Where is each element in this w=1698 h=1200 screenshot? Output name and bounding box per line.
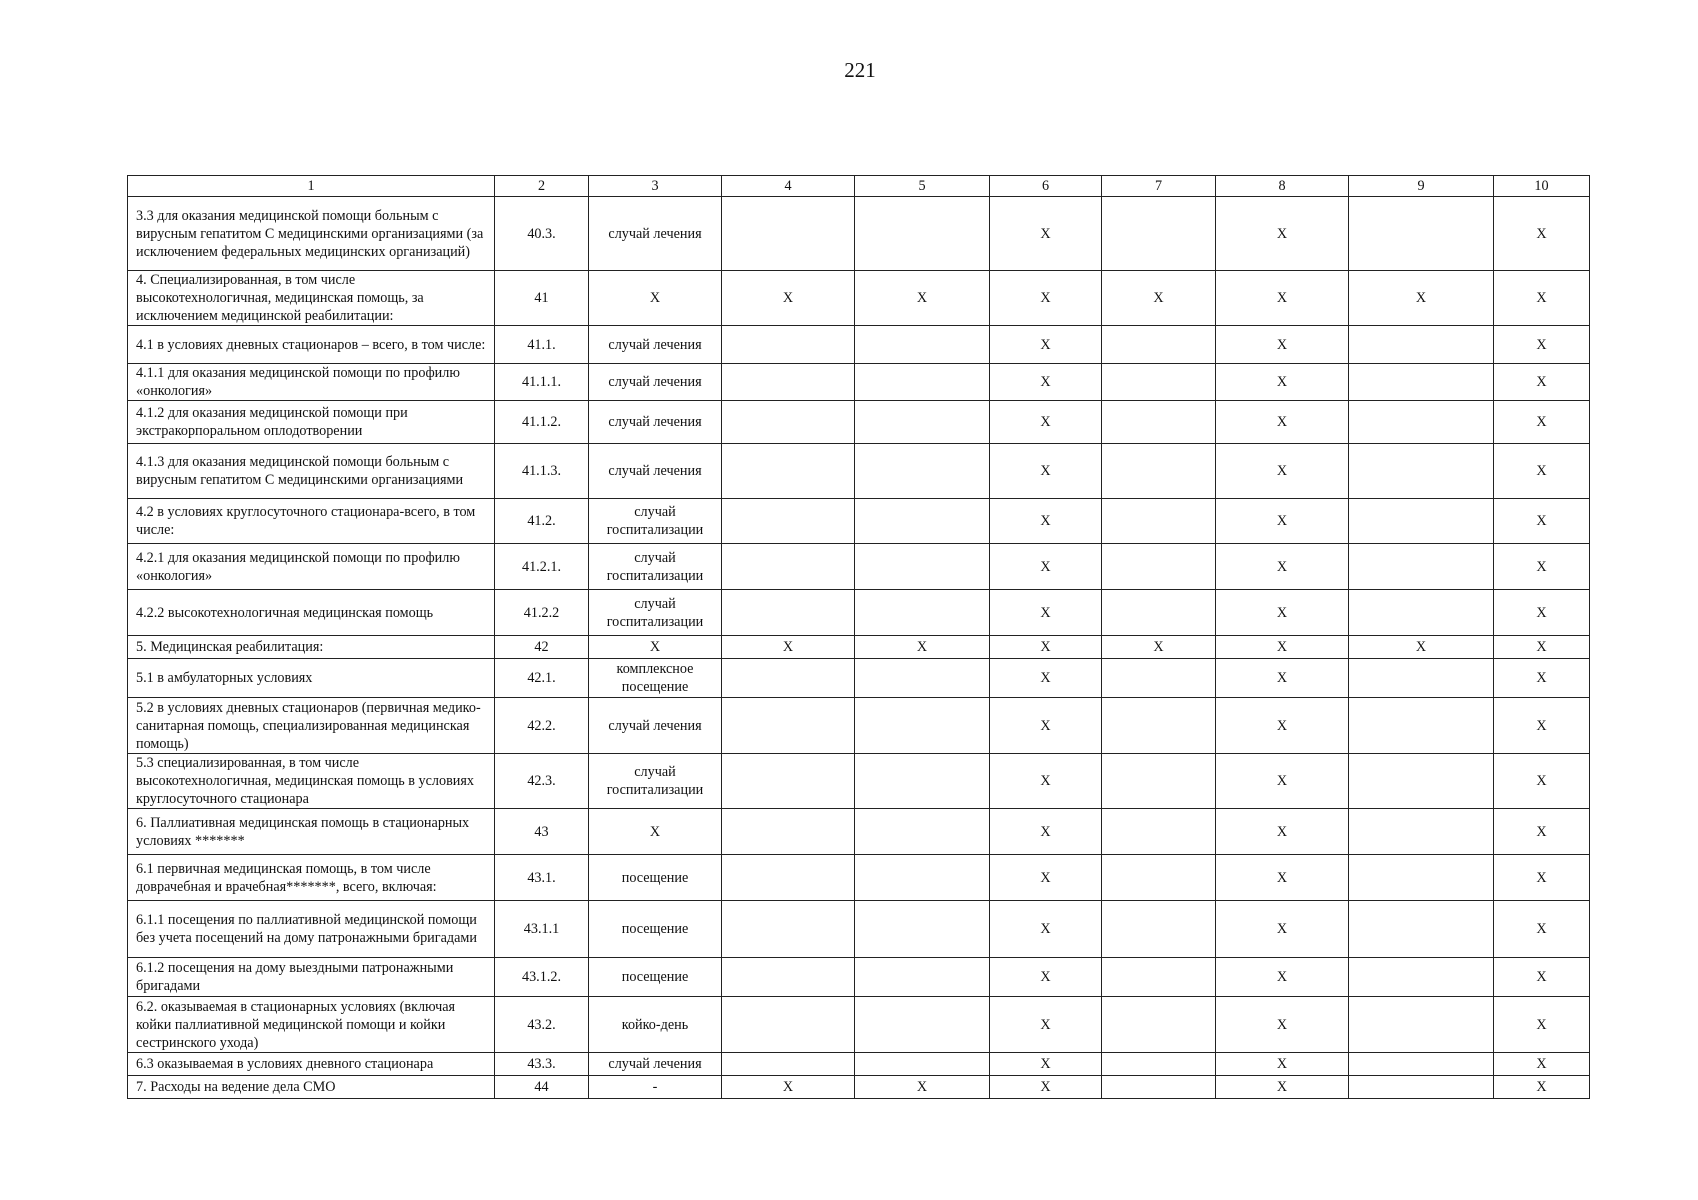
table-cell xyxy=(1349,901,1494,958)
header-cell: 5 xyxy=(855,176,990,197)
table-cell: X xyxy=(1494,636,1590,659)
table-cell: X xyxy=(1216,958,1349,997)
table-cell xyxy=(722,401,855,444)
table-cell: X xyxy=(855,271,990,326)
table-cell: X xyxy=(990,636,1102,659)
table-cell xyxy=(855,958,990,997)
table-cell: X xyxy=(1216,444,1349,499)
table-cell: X xyxy=(1216,855,1349,901)
table-cell: случай госпитализации xyxy=(589,499,722,544)
table-cell xyxy=(855,698,990,754)
table-row xyxy=(128,499,1590,544)
table-cell: X xyxy=(990,698,1102,754)
row-code-cell: 40.3. xyxy=(495,197,589,271)
table-cell: X xyxy=(1494,326,1590,364)
table-cell: X xyxy=(990,364,1102,401)
table-cell: X xyxy=(589,636,722,659)
row-name-cell: 4.2 в условиях круглосуточного стационара-всего, в том числе: xyxy=(128,499,495,544)
table-cell xyxy=(1102,698,1216,754)
header-cell: 3 xyxy=(589,176,722,197)
table-cell: случай госпитализации xyxy=(589,590,722,636)
table-cell: случай лечения xyxy=(589,1053,722,1076)
table-cell: X xyxy=(1349,271,1494,326)
table-cell xyxy=(1349,754,1494,809)
table-cell xyxy=(1102,197,1216,271)
table-cell: X xyxy=(1494,590,1590,636)
table-cell: X xyxy=(990,997,1102,1053)
table-cell: случай лечения xyxy=(589,401,722,444)
table-cell xyxy=(855,197,990,271)
table-cell xyxy=(722,544,855,590)
table-cell xyxy=(1102,1076,1216,1099)
header-cell: 7 xyxy=(1102,176,1216,197)
table-cell: X xyxy=(990,754,1102,809)
table-cell: X xyxy=(1494,444,1590,499)
table-row xyxy=(128,1053,1590,1076)
row-code-cell: 43.1. xyxy=(495,855,589,901)
header-cell: 9 xyxy=(1349,176,1494,197)
table-cell: X xyxy=(990,544,1102,590)
table-cell xyxy=(1349,401,1494,444)
table-row xyxy=(128,958,1590,997)
table-cell xyxy=(1102,997,1216,1053)
table-cell: X xyxy=(1494,364,1590,401)
table-cell: случай лечения xyxy=(589,326,722,364)
table-cell: X xyxy=(855,1076,990,1099)
header-cell: 8 xyxy=(1216,176,1349,197)
table-cell xyxy=(722,659,855,698)
row-name-cell: 3.3 для оказания медицинской помощи больным с вирусным гепатитом С медицинскими организациями (за исключением федеральных медицинских организаций) xyxy=(128,197,495,271)
row-code-cell: 44 xyxy=(495,1076,589,1099)
table-row xyxy=(128,901,1590,958)
table-row xyxy=(128,197,1590,271)
table-cell xyxy=(1102,499,1216,544)
table-row xyxy=(128,364,1590,401)
table-cell: X xyxy=(722,1076,855,1099)
table-cell: X xyxy=(990,444,1102,499)
table-row xyxy=(128,855,1590,901)
table-cell: X xyxy=(1216,997,1349,1053)
table-cell xyxy=(722,499,855,544)
row-code-cell: 41.2.1. xyxy=(495,544,589,590)
table-row xyxy=(128,401,1590,444)
table-cell: X xyxy=(990,855,1102,901)
row-name-cell: 6.2. оказываемая в стационарных условиях (включая койки паллиативной медицинской помощи и койки сестринского ухода) xyxy=(128,997,495,1053)
page-number: 221 xyxy=(844,58,876,82)
table-row xyxy=(128,590,1590,636)
table-row xyxy=(128,754,1590,809)
row-name-cell: 6.1 первичная медицинская помощь, в том числе доврачебная и врачебная*******, всего, включая: xyxy=(128,855,495,901)
row-name-cell: 4.1 в условиях дневных стационаров – всего, в том числе: xyxy=(128,326,495,364)
table-cell: X xyxy=(1216,326,1349,364)
table-cell: X xyxy=(1216,754,1349,809)
row-code-cell: 43.2. xyxy=(495,997,589,1053)
table-cell xyxy=(722,197,855,271)
row-name-cell: 6.1.1 посещения по паллиативной медицинской помощи без учета посещений на дому патронажными бригадами xyxy=(128,901,495,958)
table-cell xyxy=(1102,901,1216,958)
table-body xyxy=(128,176,1590,1099)
table-cell xyxy=(855,659,990,698)
table-cell: X xyxy=(1494,698,1590,754)
table-cell: X xyxy=(1216,590,1349,636)
header-cell: 2 xyxy=(495,176,589,197)
row-name-cell: 4.2.2 высокотехнологичная медицинская помощь xyxy=(128,590,495,636)
table-cell: X xyxy=(1216,1076,1349,1099)
table-row xyxy=(128,544,1590,590)
table-cell xyxy=(1102,809,1216,855)
row-name-cell: 6. Паллиативная медицинская помощь в стационарных условиях ******* xyxy=(128,809,495,855)
row-name-cell: 6.1.2 посещения на дому выездными патронажными бригадами xyxy=(128,958,495,997)
table-cell xyxy=(855,1053,990,1076)
table-cell: койко-день xyxy=(589,997,722,1053)
table-cell xyxy=(1349,1053,1494,1076)
table-cell: X xyxy=(990,901,1102,958)
table-cell xyxy=(1349,499,1494,544)
row-code-cell: 41.2. xyxy=(495,499,589,544)
table-cell xyxy=(1102,544,1216,590)
table-cell: X xyxy=(1216,499,1349,544)
row-name-cell: 4.1.3 для оказания медицинской помощи больным с вирусным гепатитом С медицинскими организациями xyxy=(128,444,495,499)
table-cell: X xyxy=(1349,636,1494,659)
table-cell: X xyxy=(990,659,1102,698)
table-cell xyxy=(1102,444,1216,499)
table-cell: X xyxy=(1216,271,1349,326)
table-cell xyxy=(855,901,990,958)
row-code-cell: 41.2.2 xyxy=(495,590,589,636)
table-cell: X xyxy=(1494,1076,1590,1099)
table-cell: случай лечения xyxy=(589,197,722,271)
table-cell xyxy=(722,855,855,901)
table-cell: X xyxy=(722,271,855,326)
table-cell: X xyxy=(990,271,1102,326)
table-cell xyxy=(1349,809,1494,855)
row-name-cell: 4.1.2 для оказания медицинской помощи при экстракорпоральном оплодотворении xyxy=(128,401,495,444)
row-code-cell: 41.1.2. xyxy=(495,401,589,444)
table-cell xyxy=(855,364,990,401)
table-cell xyxy=(1349,855,1494,901)
row-code-cell: 43.3. xyxy=(495,1053,589,1076)
table-cell: X xyxy=(1494,499,1590,544)
table-cell: X xyxy=(1494,544,1590,590)
table-cell: X xyxy=(1494,855,1590,901)
row-code-cell: 42 xyxy=(495,636,589,659)
table-cell: X xyxy=(1216,364,1349,401)
table-cell: X xyxy=(1216,1053,1349,1076)
row-code-cell: 41 xyxy=(495,271,589,326)
table-cell: X xyxy=(1216,197,1349,271)
table-cell: X xyxy=(1216,659,1349,698)
table-cell xyxy=(855,997,990,1053)
table-cell xyxy=(855,401,990,444)
row-name-cell: 5.1 в амбулаторных условиях xyxy=(128,659,495,698)
table-cell xyxy=(1102,590,1216,636)
table-cell: случай лечения xyxy=(589,364,722,401)
table-cell: X xyxy=(990,499,1102,544)
row-code-cell: 42.3. xyxy=(495,754,589,809)
table-cell: X xyxy=(589,809,722,855)
header-cell: 10 xyxy=(1494,176,1590,197)
table-row xyxy=(128,809,1590,855)
table-cell xyxy=(855,590,990,636)
table-cell: X xyxy=(1102,271,1216,326)
table-cell xyxy=(1102,659,1216,698)
table-cell: X xyxy=(990,809,1102,855)
table-cell: X xyxy=(1494,997,1590,1053)
table-cell: X xyxy=(1216,809,1349,855)
table-cell xyxy=(1102,364,1216,401)
table-cell: X xyxy=(990,326,1102,364)
table-cell: X xyxy=(1102,636,1216,659)
table-cell xyxy=(855,499,990,544)
table-cell xyxy=(1349,326,1494,364)
table-cell: X xyxy=(1216,698,1349,754)
table-cell xyxy=(722,901,855,958)
table-cell xyxy=(1349,659,1494,698)
table-cell: X xyxy=(1494,271,1590,326)
table-cell xyxy=(722,364,855,401)
table-cell xyxy=(722,590,855,636)
row-name-cell: 4.2.1 для оказания медицинской помощи по профилю «онкология» xyxy=(128,544,495,590)
table-cell: случай госпитализации xyxy=(589,754,722,809)
row-code-cell: 41.1.1. xyxy=(495,364,589,401)
table-cell: посещение xyxy=(589,855,722,901)
table-cell xyxy=(722,444,855,499)
table-cell xyxy=(1349,544,1494,590)
table-cell: X xyxy=(722,636,855,659)
table-cell: случай лечения xyxy=(589,698,722,754)
table-cell xyxy=(855,754,990,809)
row-name-cell: 5.2 в условиях дневных стационаров (первичная медико-санитарная помощь, специализированная медицинская помощь) xyxy=(128,698,495,754)
table-cell: X xyxy=(990,958,1102,997)
table-cell: посещение xyxy=(589,901,722,958)
row-name-cell: 5.3 специализированная, в том числе высокотехнологичная, медицинская помощь в условиях круглосуточного стационара xyxy=(128,754,495,809)
table-cell: случай лечения xyxy=(589,444,722,499)
table-cell: - xyxy=(589,1076,722,1099)
table-cell: случай госпитализации xyxy=(589,544,722,590)
table-cell xyxy=(855,855,990,901)
table-cell: X xyxy=(990,197,1102,271)
table-cell xyxy=(1102,326,1216,364)
table-cell xyxy=(1349,1076,1494,1099)
table-cell xyxy=(1102,754,1216,809)
table-cell: X xyxy=(1494,754,1590,809)
table-row xyxy=(128,659,1590,698)
table-cell: X xyxy=(1494,809,1590,855)
table-cell: X xyxy=(990,1053,1102,1076)
row-code-cell: 41.1. xyxy=(495,326,589,364)
row-code-cell: 41.1.3. xyxy=(495,444,589,499)
table-cell xyxy=(855,444,990,499)
table-row xyxy=(128,326,1590,364)
row-code-cell: 43 xyxy=(495,809,589,855)
row-code-cell: 43.1.1 xyxy=(495,901,589,958)
row-name-cell: 5. Медицинская реабилитация: xyxy=(128,636,495,659)
table-cell xyxy=(722,326,855,364)
table-cell xyxy=(1349,444,1494,499)
table-cell xyxy=(722,698,855,754)
row-code-cell: 43.1.2. xyxy=(495,958,589,997)
header-row xyxy=(128,176,1590,197)
table-row xyxy=(128,1076,1590,1099)
table-cell: X xyxy=(990,401,1102,444)
table-cell xyxy=(1349,698,1494,754)
table-cell xyxy=(1349,197,1494,271)
row-name-cell: 4.1.1 для оказания медицинской помощи по профилю «онкология» xyxy=(128,364,495,401)
table-cell xyxy=(1349,590,1494,636)
table-cell: X xyxy=(1494,197,1590,271)
table-row xyxy=(128,636,1590,659)
table-cell xyxy=(1102,1053,1216,1076)
table-cell xyxy=(1102,401,1216,444)
table-cell xyxy=(722,809,855,855)
table-row xyxy=(128,997,1590,1053)
table-row xyxy=(128,271,1590,326)
table-cell xyxy=(1349,997,1494,1053)
table-cell xyxy=(855,544,990,590)
row-name-cell: 4. Специализированная, в том числе высокотехнологичная, медицинская помощь, за исключением медицинской реабилитации: xyxy=(128,271,495,326)
header-cell: 6 xyxy=(990,176,1102,197)
header-cell: 4 xyxy=(722,176,855,197)
table-cell: X xyxy=(1216,901,1349,958)
table-cell xyxy=(722,958,855,997)
table-cell: X xyxy=(1216,544,1349,590)
table-cell: X xyxy=(589,271,722,326)
table-cell xyxy=(722,997,855,1053)
table-cell: X xyxy=(1494,958,1590,997)
table-cell: X xyxy=(990,590,1102,636)
table-cell: X xyxy=(1494,401,1590,444)
row-code-cell: 42.2. xyxy=(495,698,589,754)
table-cell: X xyxy=(1494,1053,1590,1076)
table-cell xyxy=(722,754,855,809)
table-cell: X xyxy=(990,1076,1102,1099)
row-name-cell: 7. Расходы на ведение дела СМО xyxy=(128,1076,495,1099)
table-cell: X xyxy=(1494,659,1590,698)
table-cell: X xyxy=(855,636,990,659)
table-cell: X xyxy=(1494,901,1590,958)
row-name-cell: 6.3 оказываемая в условиях дневного стационара xyxy=(128,1053,495,1076)
table-cell: X xyxy=(1216,401,1349,444)
data-table xyxy=(127,175,1590,1099)
table-cell xyxy=(722,1053,855,1076)
table-row xyxy=(128,698,1590,754)
table-cell xyxy=(1102,855,1216,901)
table-row xyxy=(128,444,1590,499)
table-cell xyxy=(855,326,990,364)
table-cell: комплексное посещение xyxy=(589,659,722,698)
header-cell: 1 xyxy=(128,176,495,197)
table-cell xyxy=(1102,958,1216,997)
row-code-cell: 42.1. xyxy=(495,659,589,698)
table-cell xyxy=(1349,958,1494,997)
table-cell: X xyxy=(1216,636,1349,659)
table-cell xyxy=(1349,364,1494,401)
table-cell xyxy=(855,809,990,855)
table-cell: посещение xyxy=(589,958,722,997)
